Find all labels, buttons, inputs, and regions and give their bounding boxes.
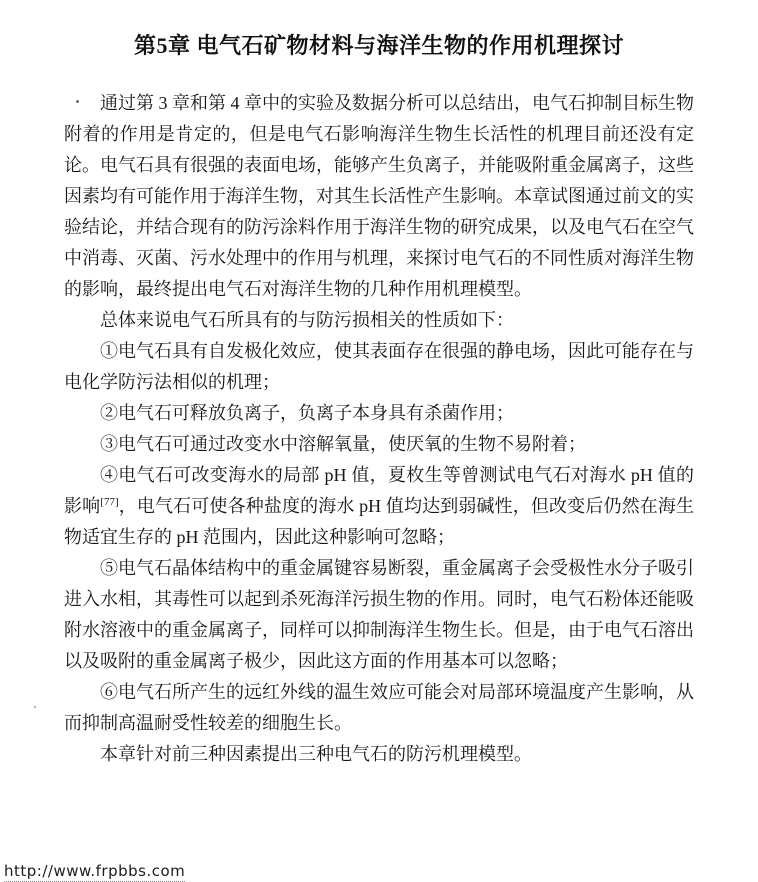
paragraph-text-pre: ④电气石可改变海水的局部 pH 值，夏枚生等曾测试电气石对海水 pH 值的影响: [64, 465, 694, 517]
footer-watermark-url: http://www.frpbbs.com: [4, 862, 186, 880]
paragraph-item-1: ①电气石具有自发极化效应，使其表面存在很强的静电场，因此可能存在与电化学防污法相似的机理；: [64, 341, 694, 393]
paragraph-item-6: ⑥电气石所产生的远红外线的温生效应可能会对局部环境温度产生影响，从而抑制高温耐受性较差的细胞生长。: [64, 682, 694, 734]
paragraph-closing: 本章针对前三种因素提出三种电气石的防污机理模型。: [100, 744, 532, 765]
chapter-title: 第5章 电气石矿物材料与海洋生物的作用机理探讨: [133, 33, 624, 58]
scan-artifact-dot: [76, 100, 79, 103]
paragraph-item-5: ⑤电气石晶体结构中的重金属键容易断裂，重金属离子会受极性水分子吸引进入水相，其毒性可以起到杀死海洋污损生物的作用。同时，电气石粉体还能吸附水溶液中的重金属离子，同样可以抑制海洋生物生长。但是，由于电气石溶出以及吸附的重金属离子极少，因此这方面的作用基本可以忽略；: [64, 558, 694, 672]
citation-ref-77: [77]: [100, 496, 119, 509]
paragraph-item-2: ②电气石可释放负离子，负离子本身具有杀菌作用；: [100, 403, 514, 424]
paragraph-item-3: ③电气石可通过改变水中溶解氧量，使厌氧的生物不易附着；: [100, 434, 586, 455]
paragraph-intro: 通过第 3 章和第 4 章中的实验及数据分析可以总结出，电气石抑制目标生物附着的作用是肯定的，但是电气石影响海洋生物生长活性的机理目前还没有定论。电气石具有很强的表面电场，能够产生负离子，并能吸附重金属离子，这些因素均有可能作用于海洋生物，对其生长活性产生影响。本章试图通过前文的实验结论，并结合现有的防污涂料作用于海洋生物的研究成果，以及电气石在空气中消毒、灭菌、污水处理中的作用与机理，来探讨电气石的不同性质对海洋生物的影响，最终提出电气石对海洋生物的几种作用机理模型。: [64, 93, 694, 300]
paragraph-text-post: ，电气石可使各种盐度的海水 pH 值均达到弱碱性，但改变后仍然在海生物适宜生存的 pH 范围内，因此这种影响可忽略；: [64, 496, 695, 548]
paragraph-properties-lead: 总体来说电气石所具有的与防污损相关的性质如下：: [100, 310, 514, 331]
paragraph-item-4: [64, 460, 694, 553]
page-footer: [4, 862, 185, 880]
scan-artifact-dot: [34, 706, 36, 708]
